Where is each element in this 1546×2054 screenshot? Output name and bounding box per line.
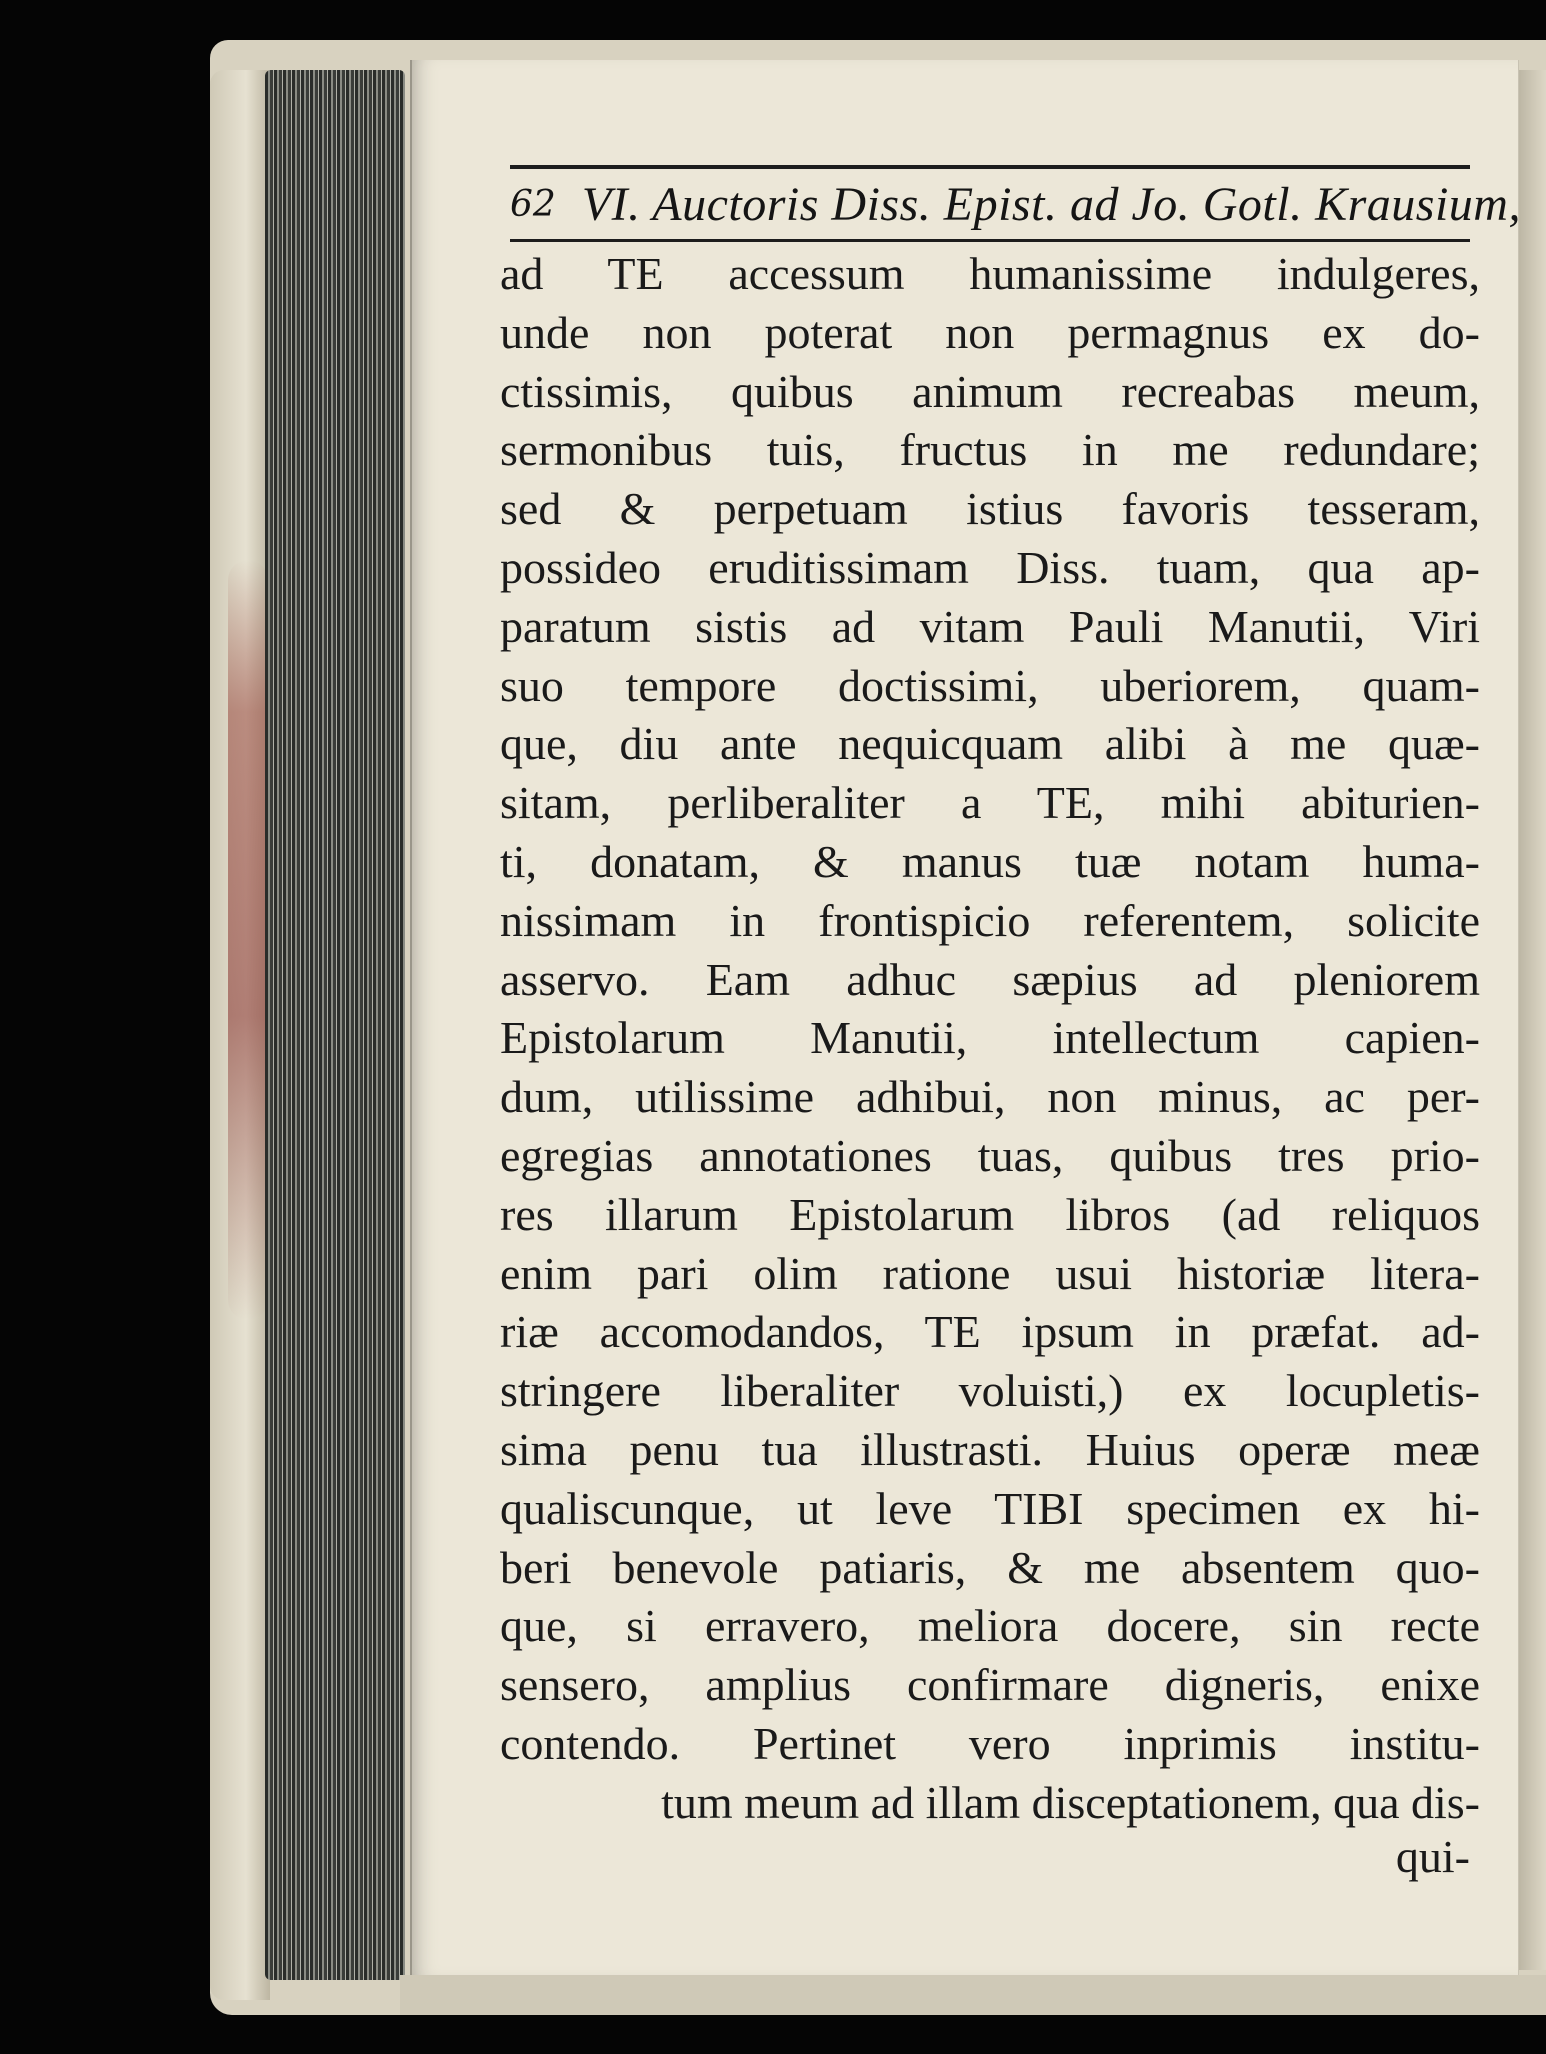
- text-line: egregias annotationes tuas, quibus tres prio-: [500, 1129, 1480, 1181]
- text-line: res illarum Epistolarum libros (ad reliquos: [500, 1188, 1480, 1240]
- text-line: nissimam in frontispicio referentem, solicite: [500, 894, 1480, 946]
- text-line: asservo. Eam adhuc sæpius ad pleniorem: [500, 953, 1480, 1005]
- text-line: Epistolarum Manutii, intellectum capien-: [500, 1012, 1480, 1064]
- text-line: sitam, perliberaliter a TE, mihi abiturien-: [500, 777, 1480, 829]
- running-head: VI. Auctoris Diss. Epist. ad Jo. Gotl. Krausium,: [581, 177, 1521, 231]
- text-line: sed & perpetuam istius favoris tesseram,: [500, 483, 1480, 535]
- facing-page-edge: [1516, 70, 1546, 1970]
- page-header: [510, 165, 1521, 242]
- text-line: contendo. Pertinet vero inprimis institu-: [500, 1717, 1480, 1769]
- catchword: qui-: [1395, 1831, 1470, 1882]
- text-line: stringere liberaliter voluisti,) ex locupletis-: [500, 1365, 1480, 1417]
- body-text: [500, 245, 1480, 1833]
- text-line: sensero, amplius confirmare digneris, enixe: [500, 1659, 1480, 1711]
- text-line: ti, donatam, & manus tuæ notam huma-: [500, 835, 1480, 887]
- cover-stain: [228, 560, 268, 1320]
- text-line: riæ accomodandos, TE ipsum in præfat. ad-: [500, 1306, 1480, 1358]
- text-line: unde non poterat non permagnus ex do-: [500, 306, 1480, 358]
- text-line: suo tempore doctissimi, uberiorem, quam-: [500, 659, 1480, 711]
- text-line: tum meum ad illam disceptationem, qua dis-: [661, 1776, 1480, 1828]
- text-line: qualiscunque, ut leve TIBI specimen ex hi-: [500, 1482, 1480, 1534]
- text-line: que, diu ante nequicquam alibi à me quæ-: [500, 718, 1480, 770]
- text-line: enim pari olim ratione usui historiæ litera-: [500, 1247, 1480, 1299]
- text-line: beri benevole patiaris, & me absentem quo-: [500, 1541, 1480, 1593]
- text-line: sermonibus tuis, fructus in me redundare;: [500, 424, 1480, 476]
- text-line: ad TE accessum humanissime indulgeres,: [500, 248, 1480, 299]
- text-line: dum, utilissime adhibui, non minus, ac per-: [500, 1071, 1480, 1123]
- page-fore-edge: [265, 70, 405, 1980]
- text-line: que, si erravero, meliora docere, sin recte: [500, 1600, 1480, 1652]
- text-line: paratum sistis ad vitam Pauli Manutii, Viri: [500, 600, 1480, 652]
- text-line: possideo eruditissimam Diss. tuam, qua ap-: [500, 541, 1480, 593]
- text-line: sima penu tua illustrasti. Huius operæ meæ: [500, 1423, 1480, 1475]
- page-number: 62: [510, 183, 556, 225]
- book-bottom-edge: [400, 1975, 1546, 2015]
- text-line: ctissimis, quibus animum recreabas meum,: [500, 365, 1480, 417]
